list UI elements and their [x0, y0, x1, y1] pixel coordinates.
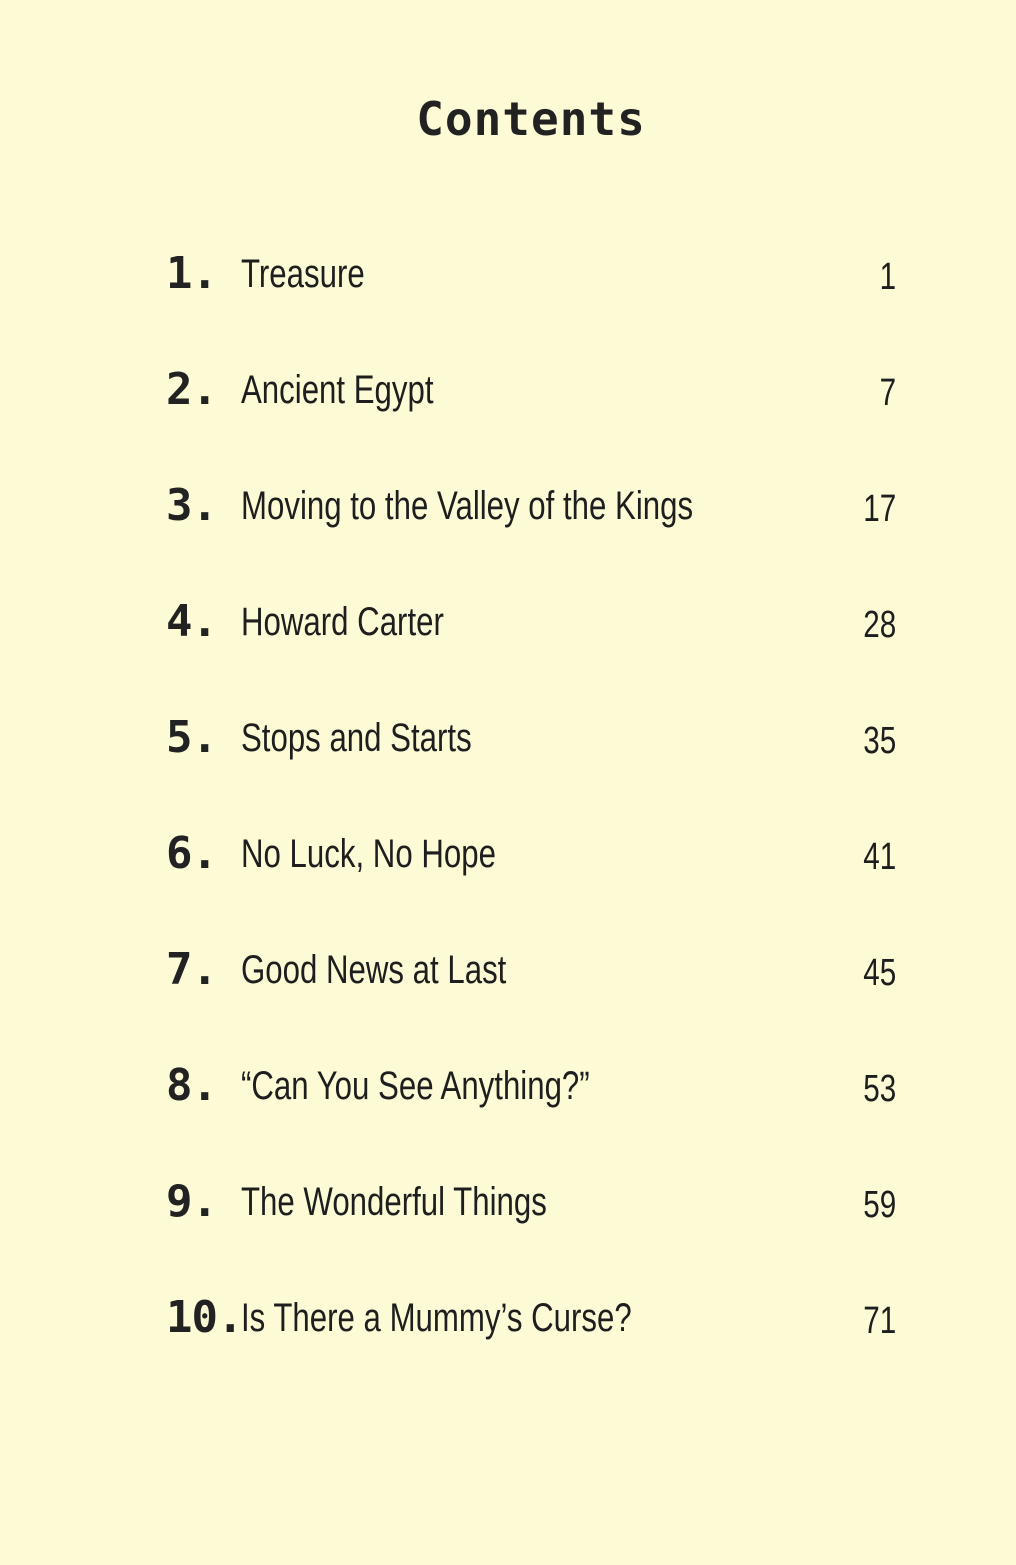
- chapter-number: 5.: [166, 712, 217, 763]
- chapter-title: Is There a Mummy’s Curse?: [241, 1296, 632, 1340]
- chapter-page: 45: [863, 952, 896, 994]
- chapter-title: Ancient Egypt: [241, 368, 434, 412]
- toc-entry[interactable]: [0, 828, 1016, 898]
- toc-entry[interactable]: [0, 596, 1016, 666]
- chapter-number: 8.: [166, 1060, 217, 1111]
- chapter-title: Treasure: [241, 252, 365, 296]
- chapter-number: 10.: [166, 1292, 243, 1343]
- chapter-number: 3.: [166, 480, 217, 531]
- toc-entry[interactable]: [0, 248, 1016, 318]
- chapter-title: No Luck, No Hope: [241, 832, 496, 876]
- chapter-number: 7.: [166, 944, 217, 995]
- chapter-page: 41: [863, 836, 896, 878]
- chapter-page: 35: [863, 720, 896, 762]
- page-title: Contents: [416, 92, 646, 146]
- chapter-page: 53: [863, 1068, 896, 1110]
- chapter-title: Moving to the Valley of the Kings: [241, 484, 694, 528]
- toc-entry[interactable]: [0, 1060, 1016, 1130]
- chapter-title: Stops and Starts: [241, 716, 472, 760]
- chapter-page: 17: [863, 488, 896, 530]
- chapter-page: 7: [879, 372, 896, 414]
- chapter-title: The Wonderful Things: [241, 1180, 547, 1224]
- toc-entry[interactable]: [0, 364, 1016, 434]
- chapter-number: 6.: [166, 828, 217, 879]
- chapter-page: 28: [863, 604, 896, 646]
- toc-entry[interactable]: [0, 944, 1016, 1014]
- chapter-page: 59: [863, 1184, 896, 1226]
- chapter-number: 2.: [166, 364, 217, 415]
- toc-entry[interactable]: [0, 1292, 1016, 1362]
- chapter-number: 1.: [166, 248, 217, 299]
- toc-entry[interactable]: [0, 1176, 1016, 1246]
- toc-entry[interactable]: [0, 480, 1016, 550]
- chapter-page: 1: [879, 256, 896, 298]
- chapter-number: 4.: [166, 596, 217, 647]
- chapter-number: 9.: [166, 1176, 217, 1227]
- chapter-page: 71: [863, 1300, 896, 1342]
- toc-entry[interactable]: [0, 712, 1016, 782]
- chapter-title: Howard Carter: [241, 600, 444, 644]
- chapter-title: Good News at Last: [241, 948, 507, 992]
- chapter-title: “Can You See Anything?”: [241, 1064, 590, 1108]
